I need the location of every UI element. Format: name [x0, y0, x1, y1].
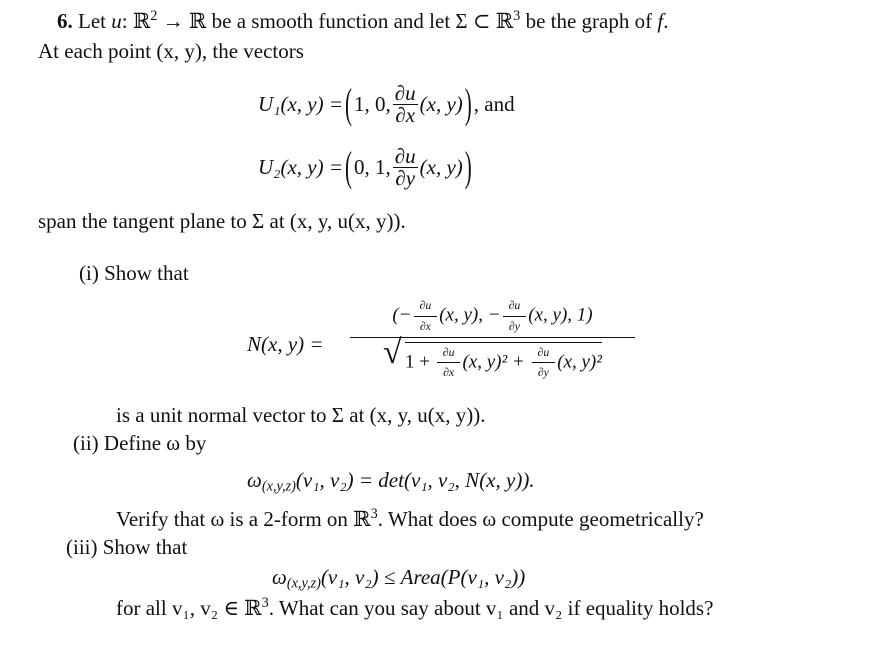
part-iii-final	[116, 595, 714, 620]
num-frac1	[414, 300, 438, 333]
num-frac2-bottom: ∂y	[508, 319, 520, 333]
span-line: span the tangent plane to Σ at (x, y, u(x, y)).	[38, 209, 406, 233]
intro-text-a: Let	[78, 9, 112, 33]
den-frac2-bottom: ∂y	[537, 366, 549, 380]
u2-prefix: 0, 1,	[354, 154, 391, 179]
intro-text-d: be the graph of	[520, 9, 658, 33]
normal-denominator	[350, 333, 635, 380]
u1-suffix: (x, y)	[419, 91, 463, 116]
part-ii-heading	[73, 433, 206, 454]
part-ii-label: (ii)	[73, 431, 99, 455]
u2-frac-num: ∂u	[394, 143, 416, 168]
part-iii-heading	[66, 537, 187, 558]
intro-text-b: : ℝ	[121, 9, 151, 33]
part-i-heading	[79, 263, 189, 284]
final-text-b: . What can you say about v₁ and v₂ if equality holds?	[268, 596, 714, 620]
final-exp: 3	[261, 595, 269, 612]
num-frac1-top: ∂u	[414, 300, 438, 317]
verify-text: Verify that ω is a 2-form on ℝ	[116, 507, 371, 531]
den-frac2	[532, 347, 556, 380]
den-part-b: (x, y)² +	[462, 351, 530, 373]
num-frac2-top: ∂u	[503, 300, 527, 317]
part-iii-text: Show that	[102, 535, 188, 559]
problem-intro-line2: At each point (x, y), the vectors	[38, 39, 304, 63]
den-frac1-bottom: ∂x	[443, 366, 455, 380]
intro-text-c: → ℝ be a smooth function and let Σ ⊂ ℝ	[157, 9, 514, 33]
u2-equation	[258, 143, 474, 191]
den-part-c: (x, y)²	[557, 351, 602, 373]
num-frac2	[503, 300, 527, 333]
u2-lhs: U₂(x, y) =	[258, 154, 344, 179]
u1-close-paren: )	[464, 79, 472, 127]
omega-definition	[247, 468, 535, 495]
part-i-label: (i)	[79, 261, 99, 285]
intro-exp2: 2	[150, 8, 158, 25]
den-frac2-top: ∂u	[532, 347, 556, 364]
u2-frac-den: ∂y	[395, 165, 416, 190]
part-ii-verify	[116, 506, 704, 531]
omega-inequality	[272, 565, 526, 592]
u2-open-paren: (	[345, 142, 353, 190]
omega-symbol-iii: ω	[272, 565, 287, 589]
final-text-a: for all v₁, v₂ ∈ ℝ	[116, 596, 262, 620]
num-part-b: (x, y), −	[439, 304, 501, 326]
u1-prefix: 1, 0,	[354, 91, 391, 116]
u1-frac-num: ∂u	[394, 80, 416, 105]
sqrt	[383, 333, 602, 380]
u1-partial-fraction	[393, 80, 418, 127]
normal-lhs: N(x, y) =	[247, 332, 324, 356]
num-part-a: (−	[392, 304, 412, 326]
problem-intro-line1	[57, 8, 669, 33]
part-iii-label: (iii)	[66, 535, 98, 559]
u1-equation	[258, 79, 515, 127]
den-frac1	[437, 347, 461, 380]
omega-definition-rest: (v₁, v₂) = det(v₁, v₂, N(x, y)).	[295, 468, 535, 492]
den-frac1-top: ∂u	[437, 347, 461, 364]
omega-symbol: ω	[247, 468, 262, 492]
verify-exp: 3	[370, 506, 378, 523]
verify-rest: . What does ω compute geometrically?	[377, 507, 704, 531]
part-ii-text: Define ω by	[103, 431, 207, 455]
normal-fraction	[350, 300, 635, 379]
intro-f: f	[657, 9, 664, 33]
normal-numerator	[350, 300, 635, 338]
u1-lhs: U₁(x, y) =	[258, 91, 344, 116]
sqrt-body	[405, 342, 602, 380]
intro-exp3: 3	[513, 8, 521, 25]
sqrt-icon: √	[383, 333, 402, 371]
den-part-a: 1 +	[405, 351, 435, 373]
u1-frac-den: ∂x	[395, 102, 416, 127]
u2-partial-fraction	[393, 143, 418, 190]
num-part-c: (x, y), 1)	[528, 304, 593, 326]
u1-trail: , and	[473, 91, 515, 116]
intro-u: u	[111, 9, 122, 33]
u2-close-paren: )	[464, 142, 472, 190]
part-i-text: Show that	[104, 261, 189, 285]
num-frac1-bottom: ∂x	[419, 319, 431, 333]
problem-number: 6.	[57, 9, 73, 33]
omega-inequality-rest: (v₁, v₂) ≤ Area(P(v₁, v₂))	[320, 565, 526, 589]
u1-open-paren: (	[345, 79, 353, 127]
part-i-conclusion: is a unit normal vector to Σ at (x, y, u(x, y)).	[116, 403, 486, 427]
intro-text-e: .	[663, 9, 669, 33]
omega-subscript-iii: (x,y,z)	[286, 575, 321, 592]
omega-subscript: (x,y,z)	[261, 478, 296, 495]
u2-suffix: (x, y)	[419, 154, 463, 179]
